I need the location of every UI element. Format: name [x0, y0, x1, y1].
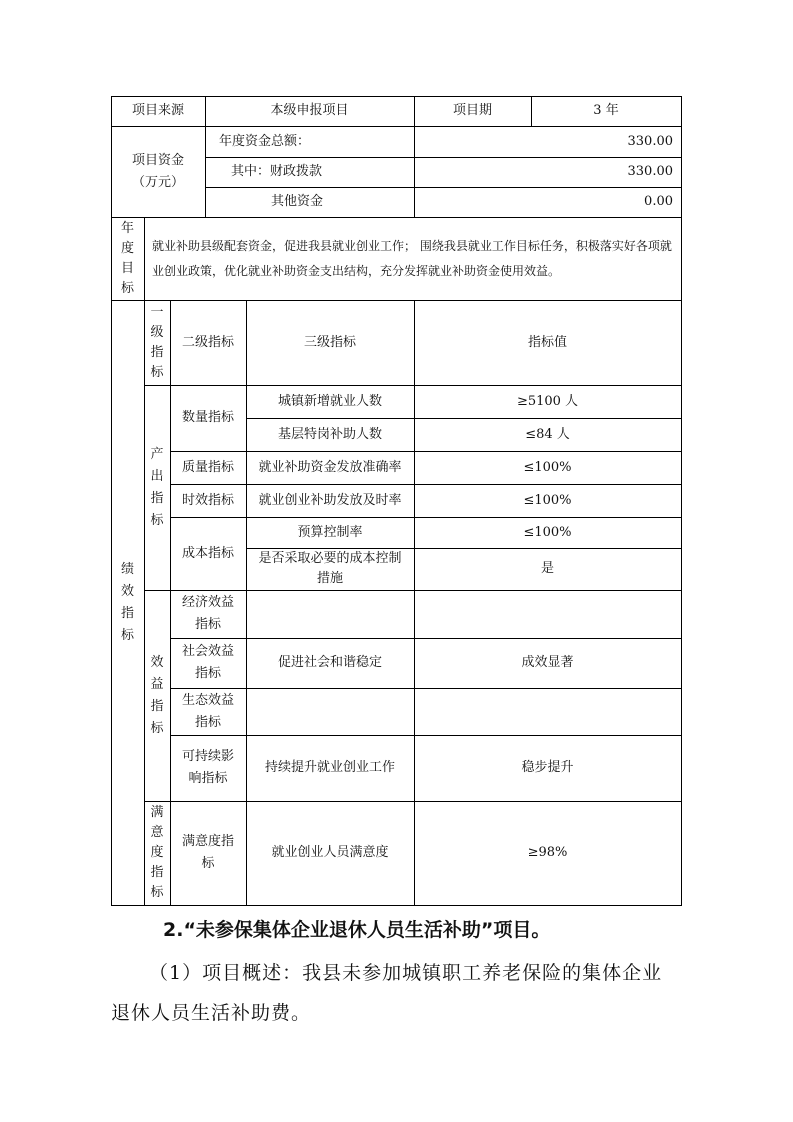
satisfaction-item: 就业创业人员满意度	[271, 845, 389, 860]
quality-indicator: 质量指标	[181, 459, 234, 475]
timeliness-indicator: 时效指标	[181, 492, 234, 508]
social-item: 促进社会和谐稳定	[277, 655, 382, 670]
quality-item: 就业补助资金发放准确率	[258, 459, 402, 475]
funds-fiscal-label: 其中：财政拨款	[231, 164, 323, 179]
satisfaction-label: 满 意 度 指 标	[150, 805, 164, 900]
funds-total-value: 330.00	[627, 133, 673, 149]
funds-fiscal-value: 330.00	[627, 164, 673, 179]
quantity-item-1: 城镇新增就业人数	[277, 393, 382, 409]
header-level2: 二级指标	[181, 334, 234, 350]
economic-indicator: 经济效益指标	[181, 595, 234, 632]
benefit-label: 效 益 指 标	[150, 654, 164, 736]
quantity-item-2: 基层特岗补助人数	[277, 426, 382, 442]
satisfaction-indicator: 满意度指标	[181, 834, 234, 871]
funds-total-label: 年度资金总额：	[219, 133, 311, 149]
cost-value-1: ≤100%	[523, 524, 572, 540]
cost-indicator: 成本指标	[181, 545, 234, 561]
timeliness-value: ≤100%	[523, 492, 572, 508]
overview-paragraph: （1）项目概述：我县未参加城镇职工养老保险的集体企业退休人员生活补助费。	[111, 962, 663, 1024]
funds-other-label: 其他资金	[271, 194, 324, 209]
goal-text: 就业补助县级配套资金，促进我县就业创业工作； 围绕我县就业工作目标任务，积极落实好各项就业创业政策，优化就业补助资金支出结构，充分发挥就业补助资金使用效益。	[152, 238, 672, 278]
funds-label: 项目资金 （万元）	[131, 152, 184, 190]
performance-label: 绩 效 指 标	[120, 561, 134, 643]
cost-value-2: 是	[540, 561, 554, 576]
quality-value: ≤100%	[523, 459, 572, 475]
funds-other-value: 0.00	[644, 194, 673, 209]
quantity-value-1: ≥5100 人	[516, 393, 579, 409]
header-value: 指标值	[527, 334, 567, 350]
quantity-value-2: ≤84 人	[525, 426, 570, 442]
period-value: 3 年	[593, 103, 619, 118]
source-label: 项目来源	[131, 103, 184, 118]
cost-item-1: 预算控制率	[297, 524, 363, 540]
section-heading: 2.“未参保集体企业退休人员生活补助”项目。	[163, 919, 551, 941]
sustain-indicator: 可持续影响指标	[181, 749, 234, 786]
goal-label: 年 度 目 标	[120, 220, 134, 296]
cost-item-2: 是否采取必要的成本控制措施	[258, 551, 402, 586]
social-indicator: 社会效益指标	[181, 644, 234, 681]
source-value: 本级申报项目	[270, 103, 349, 118]
ecological-indicator: 生态效益指标	[181, 692, 234, 730]
period-label: 项目期	[452, 103, 492, 118]
timeliness-item: 就业创业补助发放及时率	[258, 492, 402, 508]
output-label: 产 出 指 标	[150, 446, 164, 528]
social-value: 成效显著	[521, 655, 574, 670]
quantity-indicator: 数量指标	[181, 410, 234, 425]
sustain-value: 稳步提升	[521, 760, 574, 775]
satisfaction-value: ≥98%	[527, 845, 568, 860]
sustain-item: 持续提升就业创业工作	[264, 760, 395, 775]
header-level3: 三级指标	[303, 334, 356, 350]
header-level1: 一 级 指 标	[150, 304, 164, 380]
